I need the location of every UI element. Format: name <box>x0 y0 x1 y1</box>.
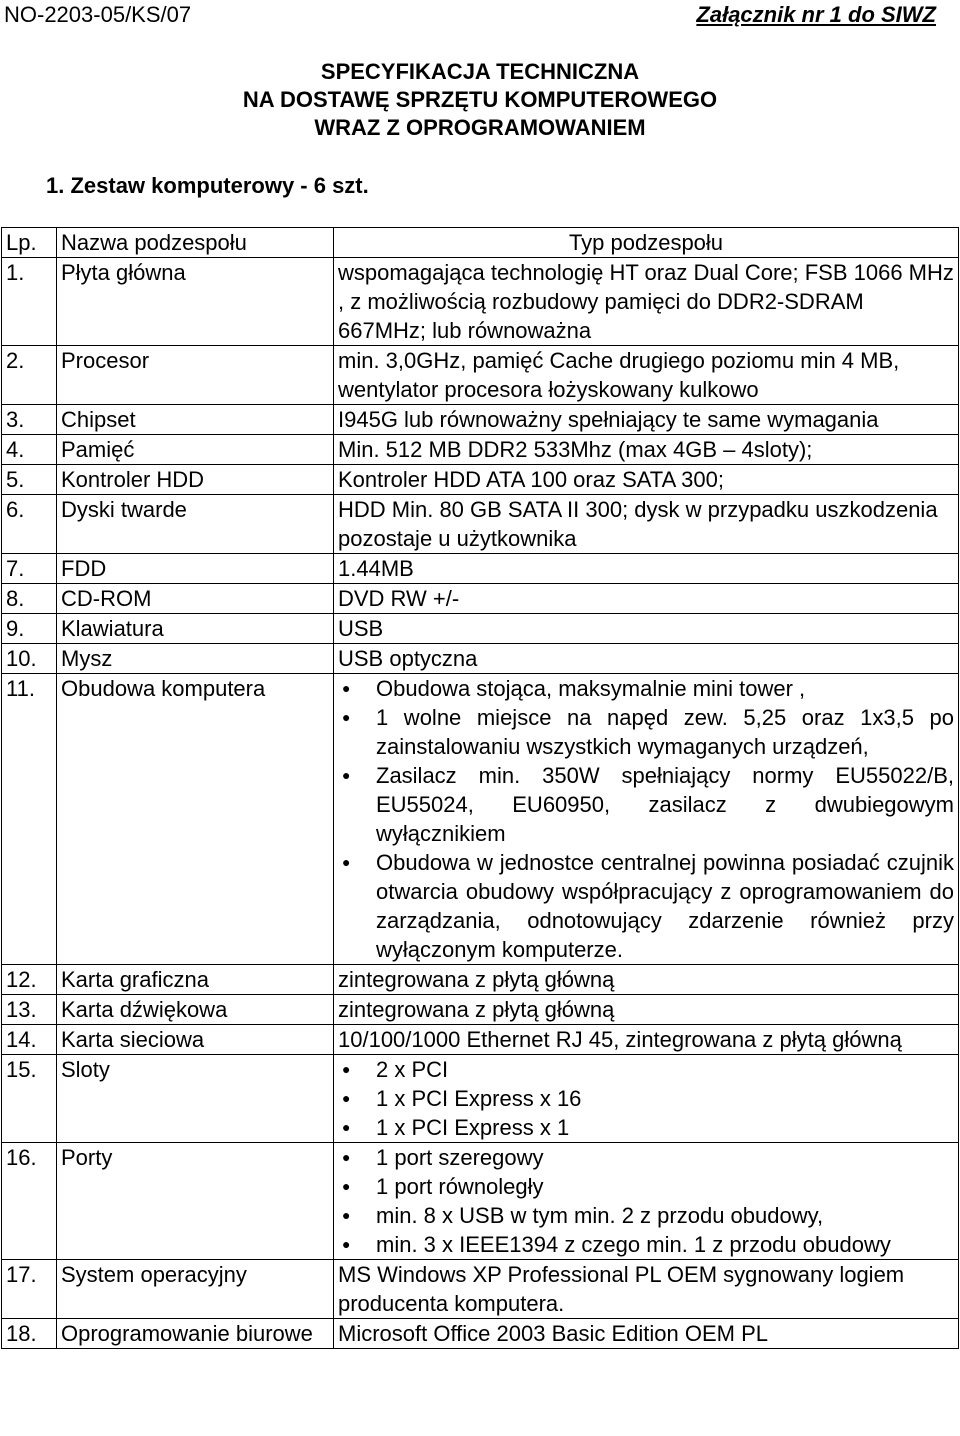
table-row <box>2 554 959 584</box>
table-row <box>2 435 959 465</box>
specification-table <box>1 227 959 1349</box>
bullet-item: ● 1 x PCI Express x 16 <box>338 1084 954 1113</box>
bullet-item: ● 1 port równoległy <box>338 1172 954 1201</box>
component-name: Oprogramowanie biurowe <box>57 1319 334 1349</box>
row-number: 1. <box>2 258 57 346</box>
row-number: 6. <box>2 495 57 554</box>
component-type: Microsoft Office 2003 Basic Edition OEM PL <box>334 1319 959 1349</box>
component-type: MS Windows XP Professional PL OEM sygnowany logiem producenta komputera. <box>334 1260 959 1319</box>
table-row <box>2 1055 959 1143</box>
component-name: Procesor <box>57 346 334 405</box>
table-row <box>2 346 959 405</box>
table-row <box>2 674 959 965</box>
table-row <box>2 1319 959 1349</box>
bullet-item: ● 1 port szeregowy <box>338 1143 954 1172</box>
component-name: Karta graficzna <box>57 965 334 995</box>
component-type: USB optyczna <box>334 644 959 674</box>
row-number: 13. <box>2 995 57 1025</box>
row-number: 15. <box>2 1055 57 1143</box>
component-name: Karta dźwiękowa <box>57 995 334 1025</box>
component-name: Klawiatura <box>57 614 334 644</box>
row-number: 3. <box>2 405 57 435</box>
row-number: 7. <box>2 554 57 584</box>
row-number: 5. <box>2 465 57 495</box>
component-type: 1.44MB <box>334 554 959 584</box>
row-number: 9. <box>2 614 57 644</box>
component-type <box>334 1055 959 1143</box>
component-type: DVD RW +/- <box>334 584 959 614</box>
row-number: 16. <box>2 1143 57 1260</box>
row-number: 2. <box>2 346 57 405</box>
table-header-row <box>2 228 959 258</box>
table-row <box>2 1143 959 1260</box>
bullet-list <box>338 1055 954 1142</box>
bullet-item: ● 1 wolne miejsce na napęd zew. 5,25 oraz 1x3,5 po zainstalowaniu wszystkich wymaganych urządzeń, <box>338 703 954 761</box>
component-type <box>334 674 959 965</box>
component-name: Płyta główna <box>57 258 334 346</box>
table-row <box>2 995 959 1025</box>
component-name: Chipset <box>57 405 334 435</box>
component-name: Sloty <box>57 1055 334 1143</box>
component-type: Min. 512 MB DDR2 533Mhz (max 4GB – 4sloty); <box>334 435 959 465</box>
row-number: 12. <box>2 965 57 995</box>
component-type: HDD Min. 80 GB SATA II 300; dysk w przypadku uszkodzenia pozostaje u użytkownika <box>334 495 959 554</box>
component-name: Karta sieciowa <box>57 1025 334 1055</box>
component-name: System operacyjny <box>57 1260 334 1319</box>
table-row <box>2 1260 959 1319</box>
bullet-item: ● 2 x PCI <box>338 1055 954 1084</box>
table-row <box>2 1025 959 1055</box>
table-row <box>2 465 959 495</box>
component-type: min. 3,0GHz, pamięć Cache drugiego poziomu min 4 MB, wentylator procesora łożyskowany kulkowo <box>334 346 959 405</box>
component-type: I945G lub równoważny spełniający te same wymagania <box>334 405 959 435</box>
component-name: Kontroler HDD <box>57 465 334 495</box>
row-number: 17. <box>2 1260 57 1319</box>
header-type: Typ podzespołu <box>334 228 959 258</box>
title-line-1: SPECYFIKACJA TECHNICZNA <box>320 59 640 84</box>
bullet-list <box>338 1143 954 1259</box>
bullet-item: ● min. 3 x IEEE1394 z czego min. 1 z przodu obudowy <box>338 1230 954 1259</box>
component-name: Pamięć <box>57 435 334 465</box>
bullet-item: ● Obudowa stojąca, maksymalnie mini tower , <box>338 674 954 703</box>
title-line-3: WRAZ Z OPROGRAMOWANIEM <box>314 115 646 140</box>
row-number: 11. <box>2 674 57 965</box>
bullet-item: ● Zasilacz min. 350W spełniający normy EU55022/B, EU55024, EU60950, zasilacz z dwubiegowym wyłącznikiem <box>338 761 954 848</box>
row-number: 14. <box>2 1025 57 1055</box>
document-number: NO-2203-05/KS/07 <box>4 2 192 27</box>
header-lp: Lp. <box>2 228 57 258</box>
component-type <box>334 1143 959 1260</box>
row-number: 8. <box>2 584 57 614</box>
table-row <box>2 258 959 346</box>
component-name: Obudowa komputera <box>57 674 334 965</box>
component-name: Dyski twarde <box>57 495 334 554</box>
row-number: 4. <box>2 435 57 465</box>
table-row <box>2 495 959 554</box>
table-row <box>2 584 959 614</box>
component-name: Mysz <box>57 644 334 674</box>
component-type: Kontroler HDD ATA 100 oraz SATA 300; <box>334 465 959 495</box>
table-row <box>2 614 959 644</box>
component-name: FDD <box>57 554 334 584</box>
component-type: USB <box>334 614 959 644</box>
row-number: 18. <box>2 1319 57 1349</box>
component-type: zintegrowana z płytą główną <box>334 995 959 1025</box>
table-row <box>2 965 959 995</box>
bullet-item: ● 1 x PCI Express x 1 <box>338 1113 954 1142</box>
component-type: zintegrowana z płytą główną <box>334 965 959 995</box>
component-type: wspomagająca technologię HT oraz Dual Core; FSB 1066 MHz , z możliwością rozbudowy pamięci do DDR2-SDRAM 667MHz; lub równoważna <box>334 258 959 346</box>
row-number: 10. <box>2 644 57 674</box>
component-type: 10/100/1000 Ethernet RJ 45, zintegrowana z płytą główną <box>334 1025 959 1055</box>
component-name: CD-ROM <box>57 584 334 614</box>
attachment-label: Załącznik nr 1 do SIWZ <box>696 2 936 27</box>
table-row <box>2 405 959 435</box>
section-heading: 1. Zestaw komputerowy - 6 szt. <box>46 173 369 198</box>
component-name: Porty <box>57 1143 334 1260</box>
bullet-list <box>338 674 954 964</box>
table-row <box>2 644 959 674</box>
document-title <box>0 58 960 142</box>
bullet-item: ● Obudowa w jednostce centralnej powinna posiadać czujnik otwarcia obudowy współpracujący z oprogramowaniem do zarządzania, odnotowujący zdarzenie również przy wyłączonym komputerze. <box>338 848 954 964</box>
title-line-2: NA DOSTAWĘ SPRZĘTU KOMPUTEROWEGO <box>242 87 718 112</box>
header-name: Nazwa podzespołu <box>57 228 334 258</box>
bullet-item: ● min. 8 x USB w tym min. 2 z przodu obudowy, <box>338 1201 954 1230</box>
